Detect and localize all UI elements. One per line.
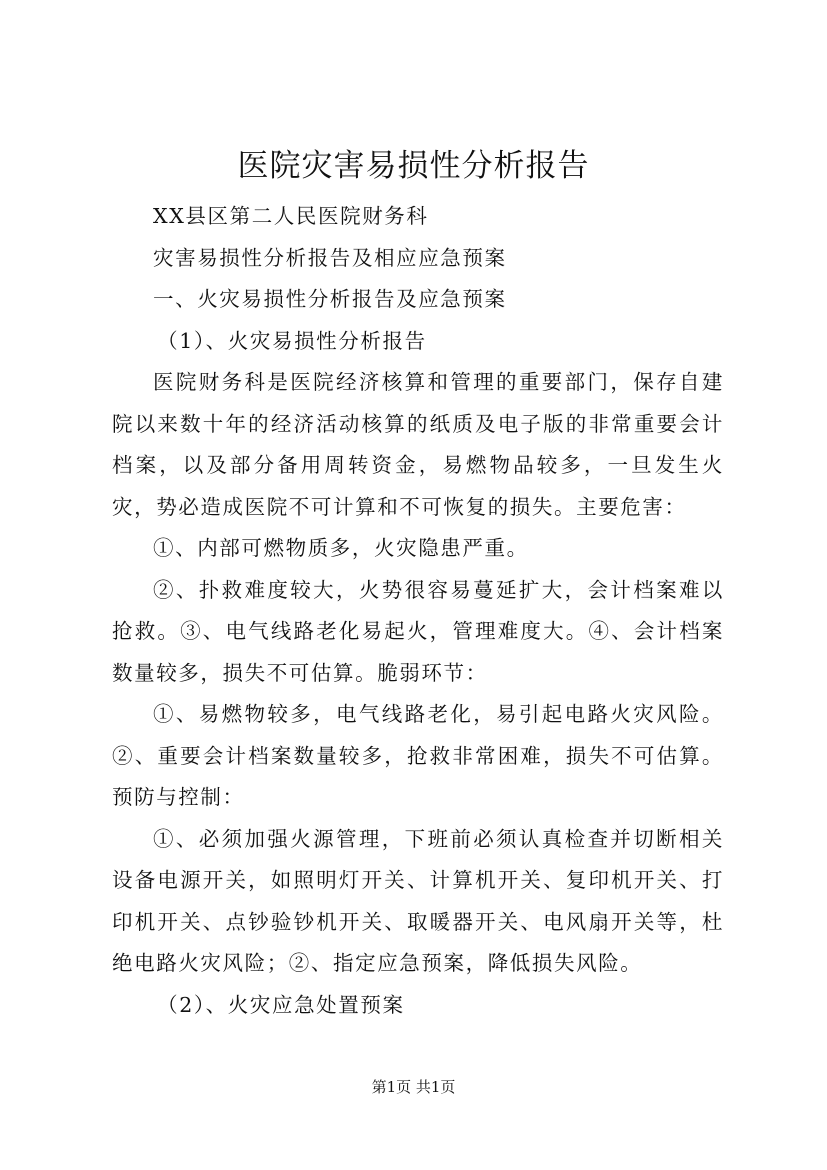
document-body [112, 196, 724, 1026]
body-paragraph: ①、易燃物较多，电气线路老化，易引起电路火灾风险。②、重要会计档案数量较多，抢救非常困难，损失不可估算。预防与控制： [112, 702, 724, 809]
subsection-heading: （2）、火灾应急处置预案 [157, 992, 405, 1017]
department-line: XX县区第二人民医院财务科 [153, 204, 429, 228]
body-paragraph: 医院财务科是医院经济核算和管理的重要部门，保存自建院以来数十年的经济活动核算的纸质及电子版的非常重要会计档案，以及部分备用周转资金，易燃物品较多，一旦发生火灾，势必造成医院不可计算和不可恢复的损失。主要危害： [112, 370, 724, 519]
body-paragraph: ②、扑救难度较大，火势很容易蔓延扩大，会计档案难以抢救。③、电气线路老化易起火，管理难度大。④、会计档案数量较多，损失不可估算。脆弱环节： [112, 577, 724, 685]
page-footer: 第1页 共1页 [371, 1078, 456, 1096]
subsection-heading: （1）、火灾易损性分析报告 [157, 328, 427, 353]
body-paragraph: ①、必须加强火源管理，下班前必须认真检查并切断相关设备电源开关，如照明灯开关、计算机开关、复印机开关、打印机开关、点钞验钞机开关、取暖器开关、电风扇开关等，杜绝电路火灾风险；②、指定应急预案，降低损失风险。 [112, 826, 724, 975]
section-heading: 一、火灾易损性分析报告及应急预案 [153, 287, 507, 311]
document-title: 医院灾害易损性分析报告 [237, 148, 590, 184]
subtitle-line: 灾害易损性分析报告及相应应急预案 [153, 245, 507, 270]
body-paragraph: ①、内部可燃物质多，火灾隐患严重。 [153, 536, 529, 560]
